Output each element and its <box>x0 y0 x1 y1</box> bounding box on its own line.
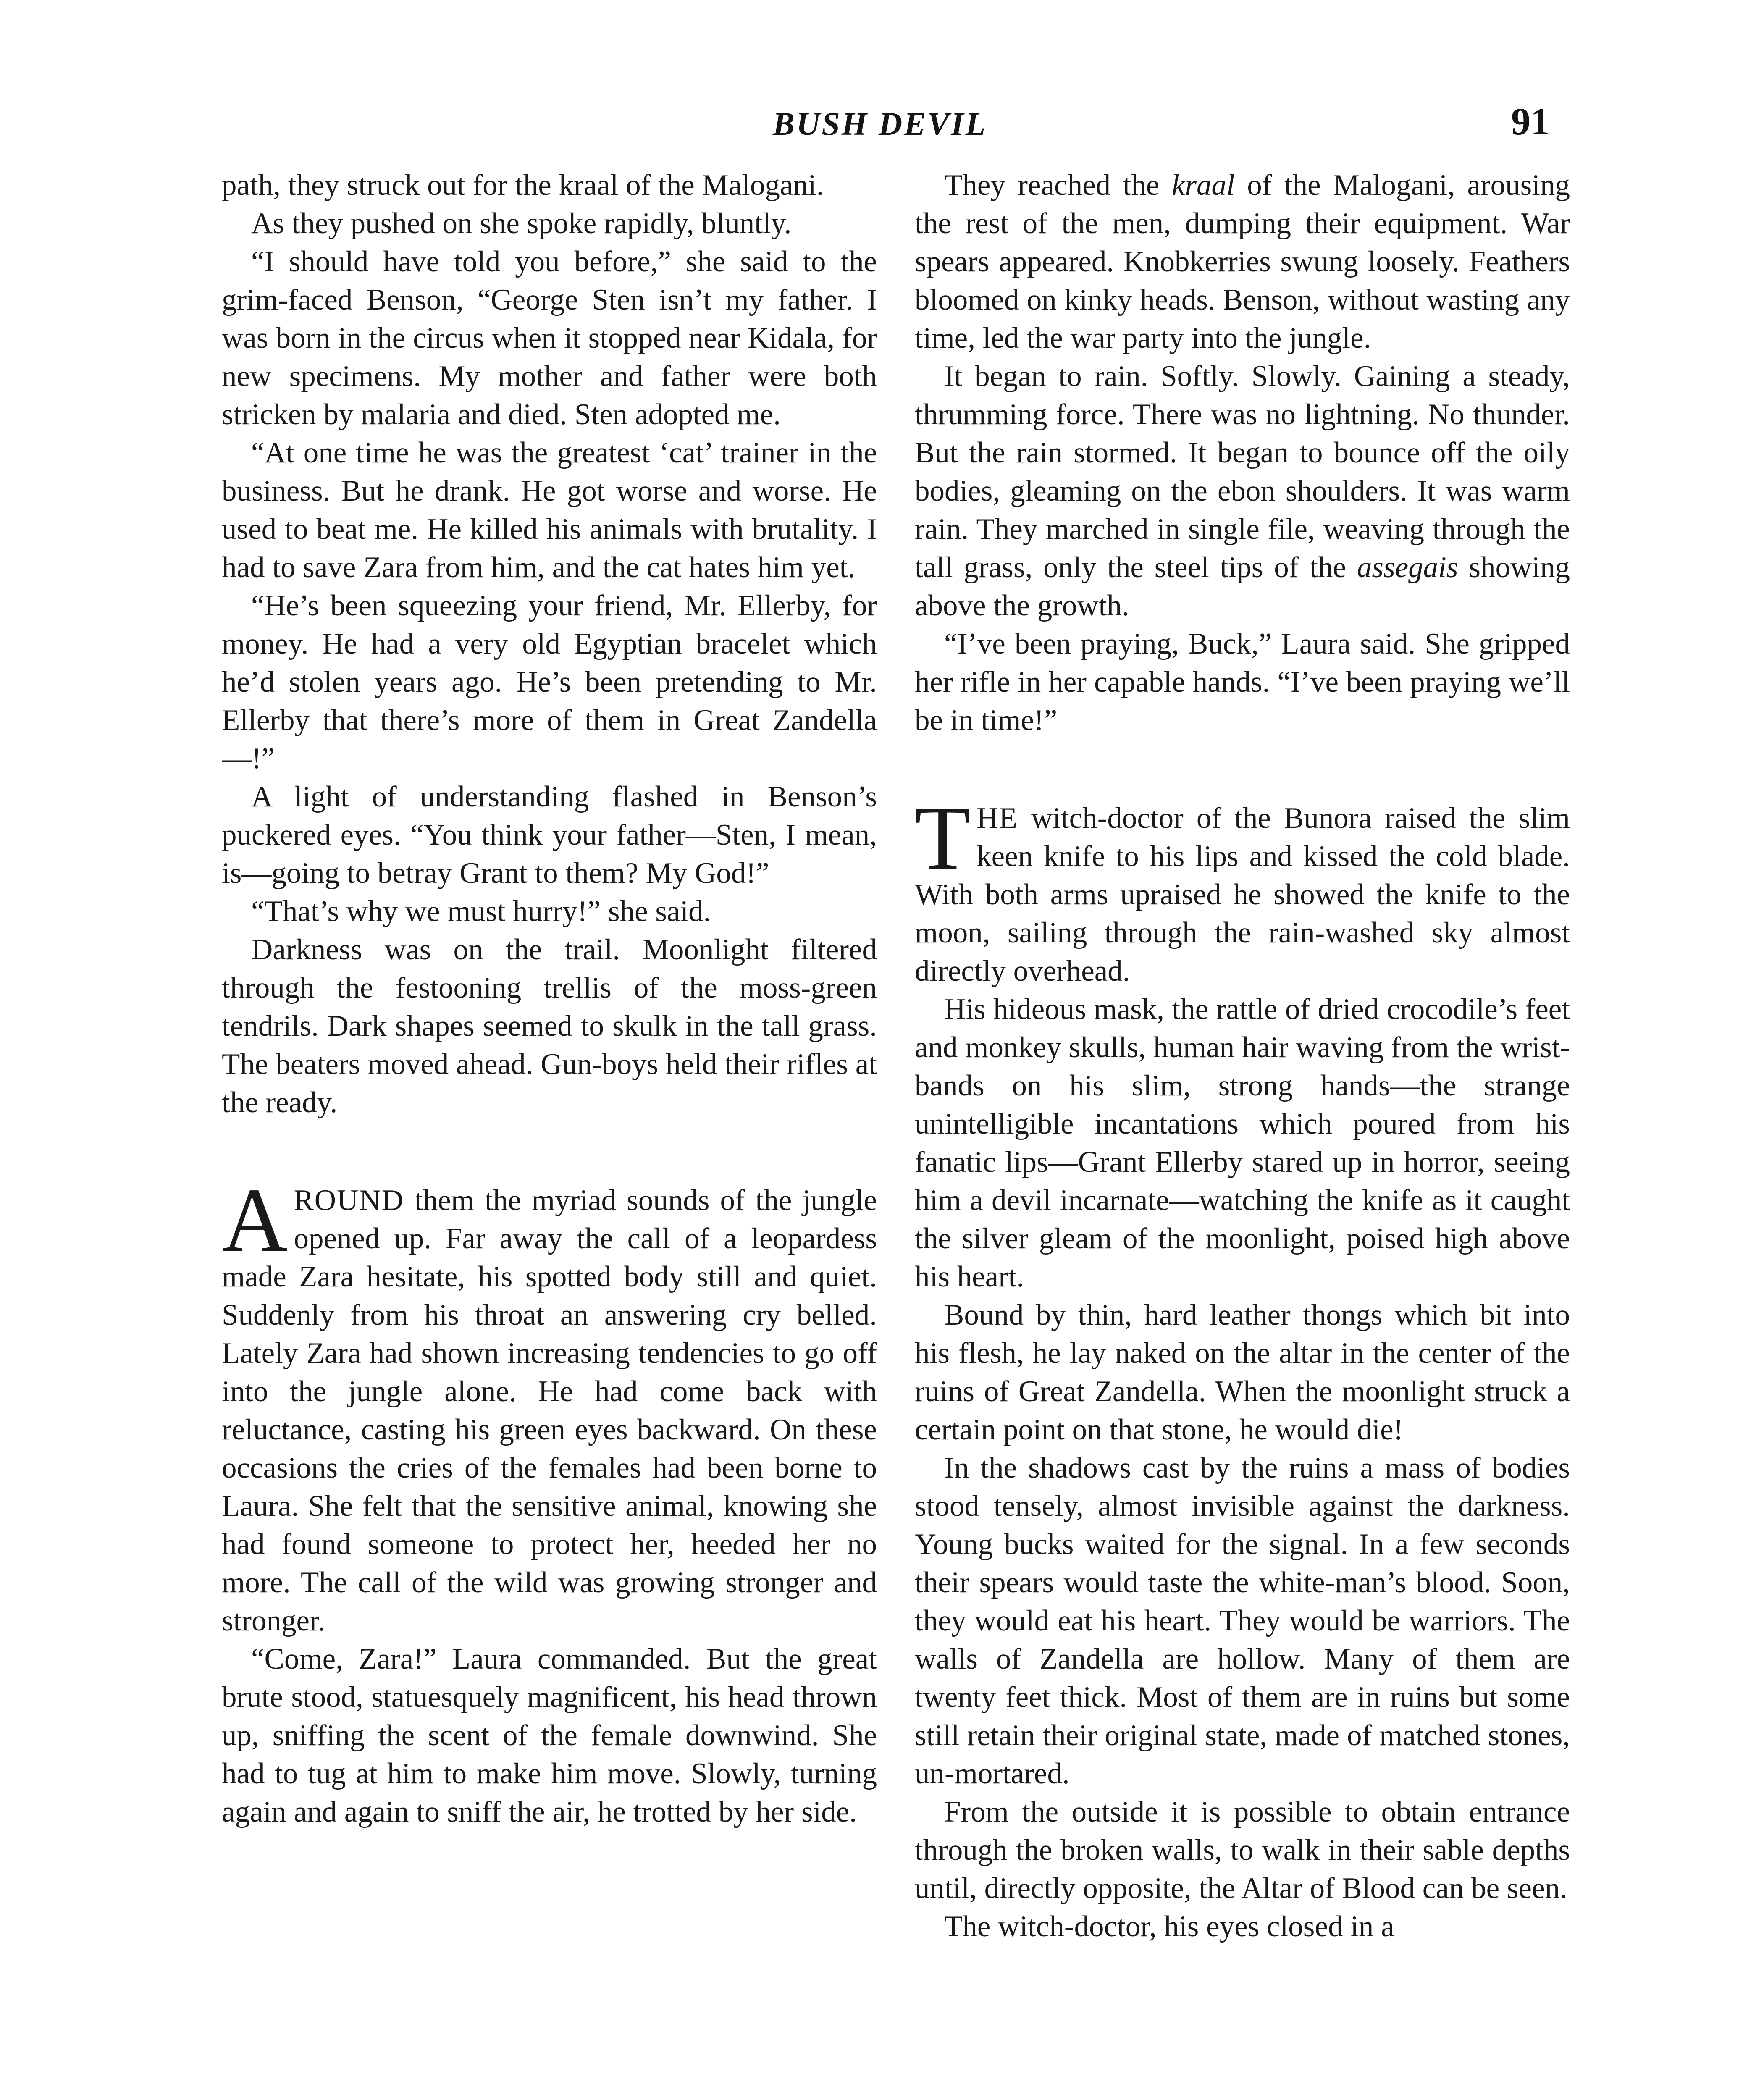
paragraph: The witch-doctor, his eyes closed in a <box>944 1910 1394 1943</box>
small-caps-lead: ROUND <box>294 1184 404 1217</box>
paragraph: “Come, Zara!” Laura commanded. But the great brute stood, statuesquely magnificent, his head thrown up, sniffing the scent of the female downwind. She had to tug at him to make him move. Slowly, turning again and again to sniff the air, he trotted by her side. <box>222 1643 877 1828</box>
paragraph: Darkness was on the trail. Moonlight filtered through the festooning trellis of the moss-green tendrils. Dark shapes seemed to skulk in the tall grass. The beaters moved ahead. Gun-boys held their rifles at the ready. <box>222 933 877 1119</box>
paragraph-text: It began to rain. Softly. Slowly. Gaining a steady, thrumming force. There was no lightning. No thunder. But the rain stormed. It began to bounce off the oily bodies, gleaming on the ebon shoulders. It was warm rain. They marched in single file, weaving through the tall grass, only the steel tips of the <box>915 360 1570 584</box>
left-column <box>222 166 877 2100</box>
paragraph: path, they struck out for the kraal of the Malogani. <box>222 169 824 202</box>
italic-term: kraal <box>1171 169 1235 202</box>
section-opening-paragraph <box>915 788 1570 990</box>
drop-cap: A <box>222 1170 288 1271</box>
section-break <box>222 1122 877 1181</box>
paragraph: As they pushed on she spoke rapidly, bluntly. <box>251 207 792 240</box>
paragraph: “That’s why we must hurry!” she said. <box>251 895 711 928</box>
small-caps-lead: HE <box>976 802 1018 835</box>
paragraph-text: They reached the <box>944 169 1172 202</box>
paragraph-text: witch-doctor of the Bunora raised the slim keen knife to his lips and kissed the cold blade. With both arms upraised he showed the knife to the moon, sailing through the rain-washed sky almost directly overhead. <box>915 802 1570 987</box>
paragraph: Bound by thin, hard leather thongs which bit into his flesh, he lay naked on the altar in the center of the ruins of Great Zandella. When the moonlight struck a certain point on that stone, he would die! <box>915 1299 1570 1446</box>
paragraph: “I’ve been praying, Buck,” Laura said. She gripped her rifle in her capable hands. “I’ve been praying we’ll be in time!” <box>915 627 1570 737</box>
drop-cap: T <box>915 788 971 889</box>
paragraph: “I should have told you before,” she said to the grim-faced Benson, “George Sten isn’t my father. I was born in the circus when it stopped near Kidala, for new specimens. My mother and father were both stricken by malaria and died. Sten adopted me. <box>222 245 877 431</box>
paragraph-text: them the myriad sounds of the jungle opened up. Far away the call of a leopardess made Zara hesitate, his spotted body still and quiet. Suddenly from his throat an answering cry belled. Lately Zara had shown increasing tendencies to go off into the jungle alone. He had come back with reluctance, casting his green eyes backward. On these occasions the cries of the females had been borne to Laura. She felt that the sensitive animal, knowing she had found someone to protect her, heeded her no more. The call of the wild was growing stronger and stronger. <box>222 1184 877 1637</box>
paragraph: “At one time he was the greatest ‘cat’ trainer in the business. But he drank. He got worse and worse. He used to beat me. He killed his animals with brutality. I had to save Zara from him, and the cat hates him yet. <box>222 436 877 584</box>
italic-term: assegais <box>1357 551 1458 584</box>
paragraph <box>915 166 1570 357</box>
paragraph: “He’s been squeezing your friend, Mr. Ellerby, for money. He had a very old Egyptian bracelet which he’d stolen years ago. He’s been pretending to Mr. Ellerby that there’s more of them in Great Zandella—!” <box>222 589 877 775</box>
paragraph-text: showing above the growth. <box>915 551 1570 622</box>
paragraph: From the outside it is possible to obtain entrance through the broken walls, to walk in their sable depths until, directly opposite, the Altar of Blood can be seen. <box>915 1796 1570 1905</box>
paragraph: A light of understanding flashed in Benson’s puckered eyes. “You think your father—Sten, I mean, is—going to betray Grant to them? My God!” <box>222 780 877 890</box>
paragraph <box>915 357 1570 625</box>
paragraph: His hideous mask, the rattle of dried crocodile’s feet and monkey skulls, human hair waving from the wrist-bands on his slim, strong hands—the strange unintelligible incantations which poured from his fanatic lips—Grant Ellerby stared up in horror, seeing him a devil incarnate—watching the knife as it caught the silver gleam of the moonlight, poised high above his heart. <box>915 993 1570 1293</box>
section-opening-paragraph <box>222 1170 877 1640</box>
right-column <box>915 166 1570 2100</box>
paragraph: In the shadows cast by the ruins a mass of bodies stood tensely, almost invisible against the darkness. Young bucks waited for the signal. In a few seconds their spears would taste the white-man’s blood. Soon, they would eat his heart. They would be warriors. The walls of Zandella are hollow. Many of them are twenty feet thick. Most of them are in ruins but some still retain their original state, made of matched stones, un-mortared. <box>915 1452 1570 1790</box>
page-number: 91 <box>1511 100 1550 143</box>
running-title: BUSH DEVIL <box>773 105 987 142</box>
paragraph-text: of the Malogani, arousing the rest of the men, dumping their equipment. War spears appeared. Knobkerries swung loosely. Feathers bloomed on kinky heads. Benson, without wasting any time, led the war party into the jungle. <box>915 169 1570 354</box>
section-break <box>915 740 1570 799</box>
